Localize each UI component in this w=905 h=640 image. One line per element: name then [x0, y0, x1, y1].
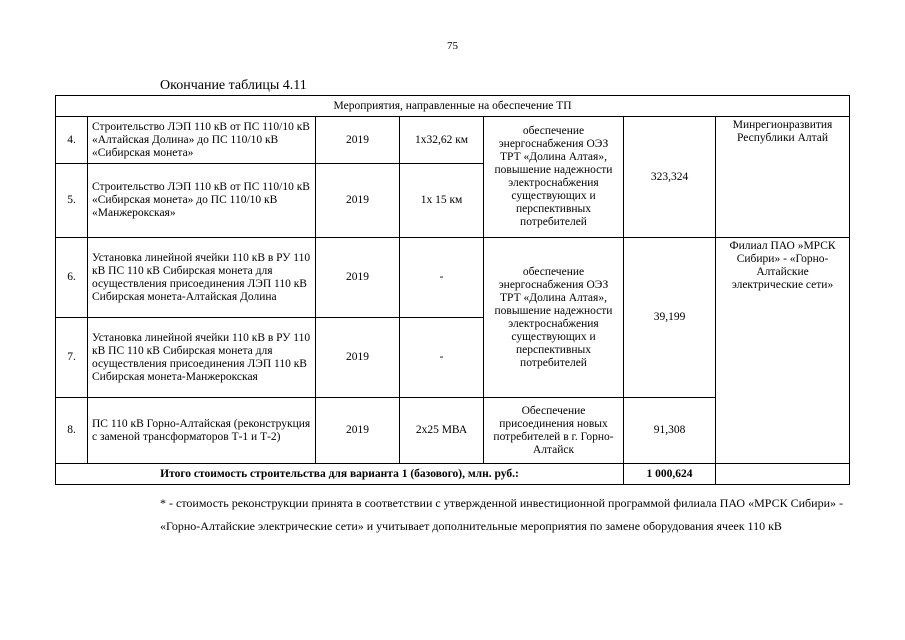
measure-purpose: Обеспечение присоединения новых потребителей в г. Горно-Алтайск [484, 398, 624, 464]
measure-name: Установка линейной ячейки 110 кВ в РУ 110 кВ ПС 110 кВ Сибирская монета для осуществления присоединения ЛЭП 110 кВ Сибирская монета-Манжерокская [88, 318, 316, 398]
row-number: 4. [56, 117, 88, 164]
measure-year: 2019 [316, 398, 400, 464]
measure-year: 2019 [316, 164, 400, 238]
measure-year: 2019 [316, 238, 400, 318]
measure-cost: 91,308 [624, 398, 716, 464]
measure-name: Установка линейной ячейки 110 кВ в РУ 110 кВ ПС 110 кВ Сибирская монета для осуществления присоединения ЛЭП 110 кВ Сибирская монета-Алтайская Долина [88, 238, 316, 318]
total-empty-cell [716, 464, 850, 485]
measure-cost: 39,199 [624, 238, 716, 398]
responsible-org: Минрегионразвития Республики Алтай [716, 117, 850, 238]
total-label: Итого стоимость строительства для варианта 1 (базового), млн. руб.: [56, 464, 624, 485]
table-row [56, 117, 850, 164]
row-number: 7. [56, 318, 88, 398]
measure-name: ПС 110 кВ Горно-Алтайская (реконструкция с заменой трансформаторов Т-1 и Т-2) [88, 398, 316, 464]
measure-spec: 1х32,62 км [400, 117, 484, 164]
total-value: 1 000,624 [624, 464, 716, 485]
measure-spec: - [400, 238, 484, 318]
row-number: 5. [56, 164, 88, 238]
measure-cost: 323,324 [624, 117, 716, 238]
row-number: 8. [56, 398, 88, 464]
measure-spec: 1х 15 км [400, 164, 484, 238]
table-caption: Окончание таблицы 4.11 [160, 78, 307, 93]
measures-table [55, 95, 850, 485]
total-row [56, 464, 850, 485]
measure-purpose: обеспечение энергоснабжения ОЭЗ ТРТ «Долина Алтая», повышение надежности электроснабжения существующих и перспективных потребителей [484, 238, 624, 398]
measure-year: 2019 [316, 318, 400, 398]
measure-spec: 2х25 МВА [400, 398, 484, 464]
responsible-org: Филиал ПАО »МРСК Сибири» - «Горно-Алтайские электрические сети» [716, 238, 850, 464]
page-number: 75 [447, 40, 458, 52]
measure-name: Строительство ЛЭП 110 кВ от ПС 110/10 кВ «Сибирская монета» до ПС 110/10 кВ «Манжерокская» [88, 164, 316, 238]
measure-name: Строительство ЛЭП 110 кВ от ПС 110/10 кВ «Алтайская Долина» до ПС 110/10 кВ «Сибирская монета» [88, 117, 316, 164]
measure-purpose: обеспечение энергоснабжения ОЭЗ ТРТ «Долина Алтая», повышение надежности электроснабжения существующих и перспективных потребителей [484, 117, 624, 238]
measure-year: 2019 [316, 117, 400, 164]
measure-spec: - [400, 318, 484, 398]
section-header: Мероприятия, направленные на обеспечение ТП [56, 96, 850, 117]
footnote: * - стоимость реконструкции принята в соответствии с утвержденной инвестиционной программой филиала ПАО «МРСК Сибири» - «Горно-Алтайские электрические сети» и учитывает дополнительные мероприятия по замене оборудования ячеек 110 кВ [160, 496, 843, 533]
table-row [56, 238, 850, 318]
row-number: 6. [56, 238, 88, 318]
section-header-row [56, 96, 850, 117]
